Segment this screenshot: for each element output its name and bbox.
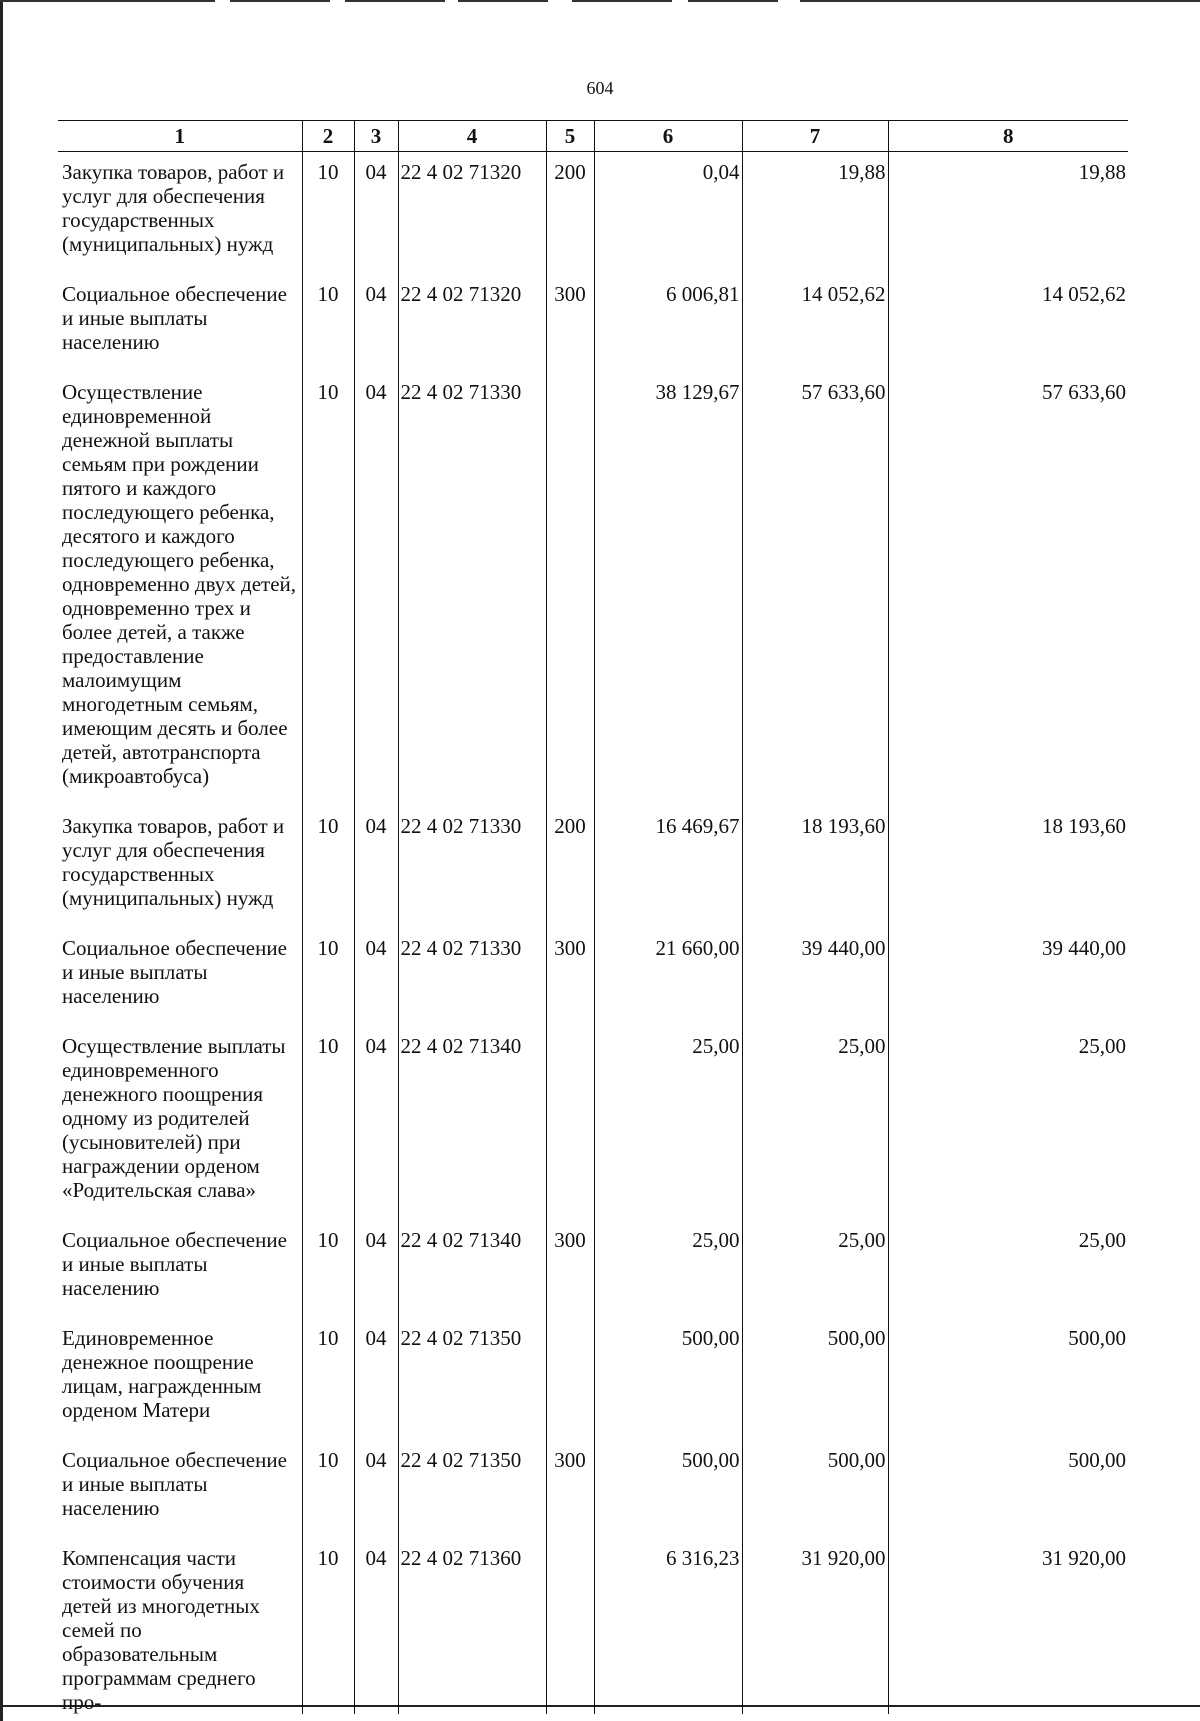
top-rule-segment — [345, 0, 445, 2]
header-col-2: 2 — [302, 121, 354, 152]
table-row — [58, 152, 1128, 275]
table-body — [58, 152, 1128, 1715]
row-expense-type — [546, 372, 594, 806]
top-rule-segment — [688, 0, 778, 2]
table-row — [58, 1220, 1128, 1318]
table-row — [58, 1440, 1128, 1538]
row-target-article: 22 4 02 71340 — [398, 1220, 546, 1318]
top-rule-segment — [230, 0, 330, 2]
header-col-7: 7 — [742, 121, 888, 152]
row-amount-col7: 18 193,60 — [742, 806, 888, 928]
row-expense-type — [546, 1026, 594, 1220]
header-col-6: 6 — [594, 121, 742, 152]
row-name: Социальное обеспечение и иные выплаты населению — [62, 282, 287, 354]
scan-edge-left — [0, 0, 3, 1721]
row-section-code: 10 — [302, 152, 354, 275]
row-amount-col6: 25,00 — [594, 1026, 742, 1220]
row-name: Социальное обеспечение и иные выплаты населению — [62, 1228, 287, 1300]
table-row — [58, 1538, 1128, 1714]
row-amount-col7: 25,00 — [742, 1220, 888, 1318]
row-section-code: 10 — [302, 274, 354, 372]
row-expense-type: 300 — [546, 1440, 594, 1538]
row-target-article: 22 4 02 71350 — [398, 1440, 546, 1538]
row-amount-col6: 21 660,00 — [594, 928, 742, 1026]
row-amount-col8: 500,00 — [888, 1440, 1128, 1538]
table-row — [58, 1318, 1128, 1440]
row-subsection-code: 04 — [354, 928, 398, 1026]
row-amount-col8: 25,00 — [888, 1026, 1128, 1220]
row-section-code: 10 — [302, 372, 354, 806]
row-amount-col6: 500,00 — [594, 1440, 742, 1538]
row-expense-type: 200 — [546, 806, 594, 928]
top-rule-segment — [0, 0, 215, 2]
row-amount-col7: 19,88 — [742, 152, 888, 275]
row-expense-type: 300 — [546, 274, 594, 372]
row-amount-col6: 500,00 — [594, 1318, 742, 1440]
row-section-code: 10 — [302, 1318, 354, 1440]
page-number: 604 — [586, 78, 614, 98]
row-amount-col6: 6 316,23 — [594, 1538, 742, 1714]
row-amount-col6: 0,04 — [594, 152, 742, 275]
header-col-8: 8 — [888, 121, 1128, 152]
row-target-article: 22 4 02 71320 — [398, 274, 546, 372]
row-subsection-code: 04 — [354, 1538, 398, 1714]
row-amount-col6: 38 129,67 — [594, 372, 742, 806]
row-amount-col7: 57 633,60 — [742, 372, 888, 806]
row-subsection-code: 04 — [354, 152, 398, 275]
table-row — [58, 274, 1128, 372]
row-target-article: 22 4 02 71340 — [398, 1026, 546, 1220]
row-amount-col8: 25,00 — [888, 1220, 1128, 1318]
row-subsection-code: 04 — [354, 1026, 398, 1220]
table-row — [58, 1026, 1128, 1220]
row-target-article: 22 4 02 71330 — [398, 372, 546, 806]
row-amount-col7: 39 440,00 — [742, 928, 888, 1026]
row-section-code: 10 — [302, 1538, 354, 1714]
row-expense-type — [546, 1318, 594, 1440]
row-amount-col6: 25,00 — [594, 1220, 742, 1318]
row-expense-type — [546, 1538, 594, 1714]
row-amount-col7: 500,00 — [742, 1318, 888, 1440]
row-target-article: 22 4 02 71330 — [398, 928, 546, 1026]
row-name: Социальное обеспечение и иные выплаты населению — [62, 936, 287, 1008]
row-subsection-code: 04 — [354, 372, 398, 806]
header-row — [58, 121, 1128, 152]
row-amount-col7: 14 052,62 — [742, 274, 888, 372]
row-amount-col6: 16 469,67 — [594, 806, 742, 928]
row-expense-type: 300 — [546, 928, 594, 1026]
row-section-code: 10 — [302, 1220, 354, 1318]
header-col-4: 4 — [398, 121, 546, 152]
row-amount-col7: 500,00 — [742, 1440, 888, 1538]
row-amount-col8: 18 193,60 — [888, 806, 1128, 928]
row-name: Социальное обеспечение и иные выплаты населению — [62, 1448, 287, 1520]
row-amount-col8: 14 052,62 — [888, 274, 1128, 372]
table-row — [58, 806, 1128, 928]
row-amount-col8: 57 633,60 — [888, 372, 1128, 806]
top-rule-segment — [572, 0, 672, 2]
row-target-article: 22 4 02 71320 — [398, 152, 546, 275]
row-expense-type: 300 — [546, 1220, 594, 1318]
table-row — [58, 372, 1128, 806]
row-amount-col7: 31 920,00 — [742, 1538, 888, 1714]
row-amount-col6: 6 006,81 — [594, 274, 742, 372]
row-name: Закупка товаров, работ и услуг для обеспечения государственных (муниципальных) нужд — [62, 814, 285, 910]
header-col-5: 5 — [546, 121, 594, 152]
row-amount-col8: 39 440,00 — [888, 928, 1128, 1026]
row-subsection-code: 04 — [354, 1440, 398, 1538]
row-amount-col8: 19,88 — [888, 152, 1128, 275]
row-name: Осуществление единовременной денежной выплаты семьям при рождении пятого и каждого последующего ребенка, десятого и каждого последующего ребенка, одновременно двух детей, одновременно трех и более детей, а также предоставление малоимущим многодетным семьям, имеющим десять и более детей, автотранспорта (микроавтобуса) — [62, 380, 297, 788]
row-section-code: 10 — [302, 1440, 354, 1538]
table-header — [58, 121, 1128, 152]
row-subsection-code: 04 — [354, 1220, 398, 1318]
row-name: Компенсация части стоимости обучения детей из многодетных семей по образовательным программам среднего про- — [62, 1546, 260, 1714]
row-section-code: 10 — [302, 1026, 354, 1220]
row-subsection-code: 04 — [354, 1318, 398, 1440]
row-name: Осуществление выплаты единовременного денежного поощрения одному из родителей (усыновителей) при награждении орденом «Родительская слава» — [62, 1034, 286, 1202]
row-target-article: 22 4 02 71350 — [398, 1318, 546, 1440]
row-amount-col7: 25,00 — [742, 1026, 888, 1220]
row-target-article: 22 4 02 71330 — [398, 806, 546, 928]
top-rule-segment — [458, 0, 548, 2]
row-expense-type: 200 — [546, 152, 594, 275]
row-amount-col8: 31 920,00 — [888, 1538, 1128, 1714]
row-name: Единовременное денежное поощрение лицам, награжденным орденом Матери — [62, 1326, 262, 1422]
row-section-code: 10 — [302, 928, 354, 1026]
table-row — [58, 928, 1128, 1026]
row-subsection-code: 04 — [354, 806, 398, 928]
header-col-1: 1 — [58, 121, 302, 152]
row-target-article: 22 4 02 71360 — [398, 1538, 546, 1714]
row-name: Закупка товаров, работ и услуг для обеспечения государственных (муниципальных) нужд — [62, 160, 285, 256]
row-subsection-code: 04 — [354, 274, 398, 372]
row-section-code: 10 — [302, 806, 354, 928]
row-amount-col8: 500,00 — [888, 1318, 1128, 1440]
header-col-3: 3 — [354, 121, 398, 152]
top-rule-segment — [800, 0, 1200, 2]
budget-table — [58, 120, 1128, 1714]
